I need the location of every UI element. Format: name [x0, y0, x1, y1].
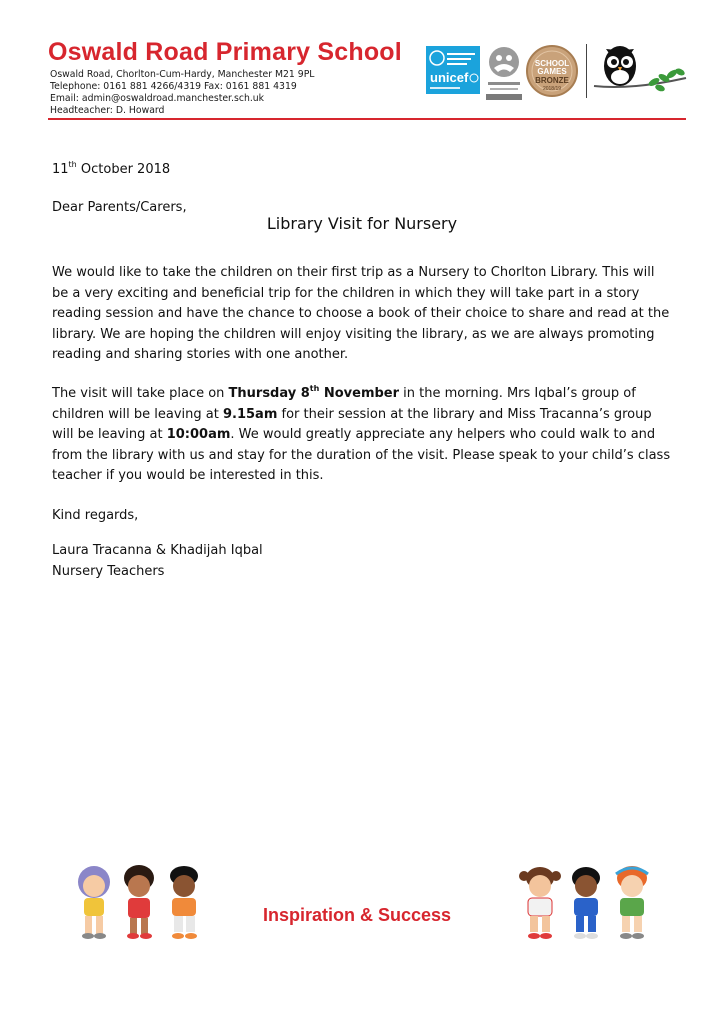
- closing: Kind regards,: [52, 508, 139, 523]
- date-day: 11: [52, 162, 69, 177]
- signatories: Laura Tracanna & Khadijah Iqbal: [52, 543, 263, 558]
- school-motto: Inspiration & Success: [262, 905, 452, 925]
- svg-text:unicef: unicef: [430, 70, 469, 85]
- school-email: Email: admin@oswaldroad.manchester.sch.uk: [50, 93, 265, 104]
- owl-logo-icon: [592, 44, 688, 100]
- paragraph-trip-intro: We would like to take the children on their first trip as a Nursery to Chorlton Library. This will be a very exciting and beneficial trip for the children in which they will take part in a story reading session and have the chance to choose a book of their choice to share and read at the library. We are hoping the children will enjoy visiting the library, as we are always promoting reading and sharing stories with one another.: [52, 265, 670, 362]
- unicef-rights-respecting-school-badge: [426, 46, 480, 94]
- svg-text:BRONZE: BRONZE: [535, 76, 569, 85]
- second-group-time: 10:00am: [166, 427, 231, 442]
- school-games-bronze-badge: [526, 44, 578, 98]
- school-address: Oswald Road, Chorlton-Cum-Hardy, Manchester M21 9PL: [50, 69, 315, 80]
- header-divider: [48, 118, 686, 120]
- salutation: Dear Parents/Carers,: [52, 200, 187, 215]
- letter-date: [52, 160, 170, 181]
- signatory-role: Nursery Teachers: [52, 563, 165, 579]
- svg-text:GAMES: GAMES: [537, 67, 567, 76]
- school-contact-details: [50, 69, 314, 117]
- headteacher: Headteacher: D. Howard: [50, 105, 165, 116]
- date-suffix: th: [68, 159, 77, 169]
- first-group-time: 9.15am: [222, 406, 278, 422]
- healthy-schools-badge: [486, 46, 522, 102]
- paragraph-visit-details: The visit will take place on Thursday 8th November in the morning. Mrs Iqbal’s group of children will be leaving at 9.15am for their session at the library and Miss Tracanna’s group will be leaving at 10:00am. We would greatly appreciate any helpers who could walk to and from the library with us and stay for the duration of the visit. Please speak to your child’s class teacher if you would be interested in this.: [52, 383, 671, 483]
- school-name: Oswald Road Primary School: [48, 38, 402, 66]
- date-month-year: October 2018: [76, 162, 171, 177]
- svg-text:2018/19: 2018/19: [542, 86, 562, 92]
- signature-block: [52, 541, 263, 582]
- badge-divider: [586, 44, 587, 98]
- letter-subject-heading: Library Visit for Nursery: [266, 214, 458, 233]
- svg-text:SCHOOL: SCHOOL: [534, 59, 570, 68]
- children-illustration-right: [512, 862, 662, 948]
- visit-date: Thursday 8th November: [228, 383, 400, 401]
- school-telephone: Telephone: 0161 881 4266/4319 Fax: 0161 881 4319: [50, 81, 297, 92]
